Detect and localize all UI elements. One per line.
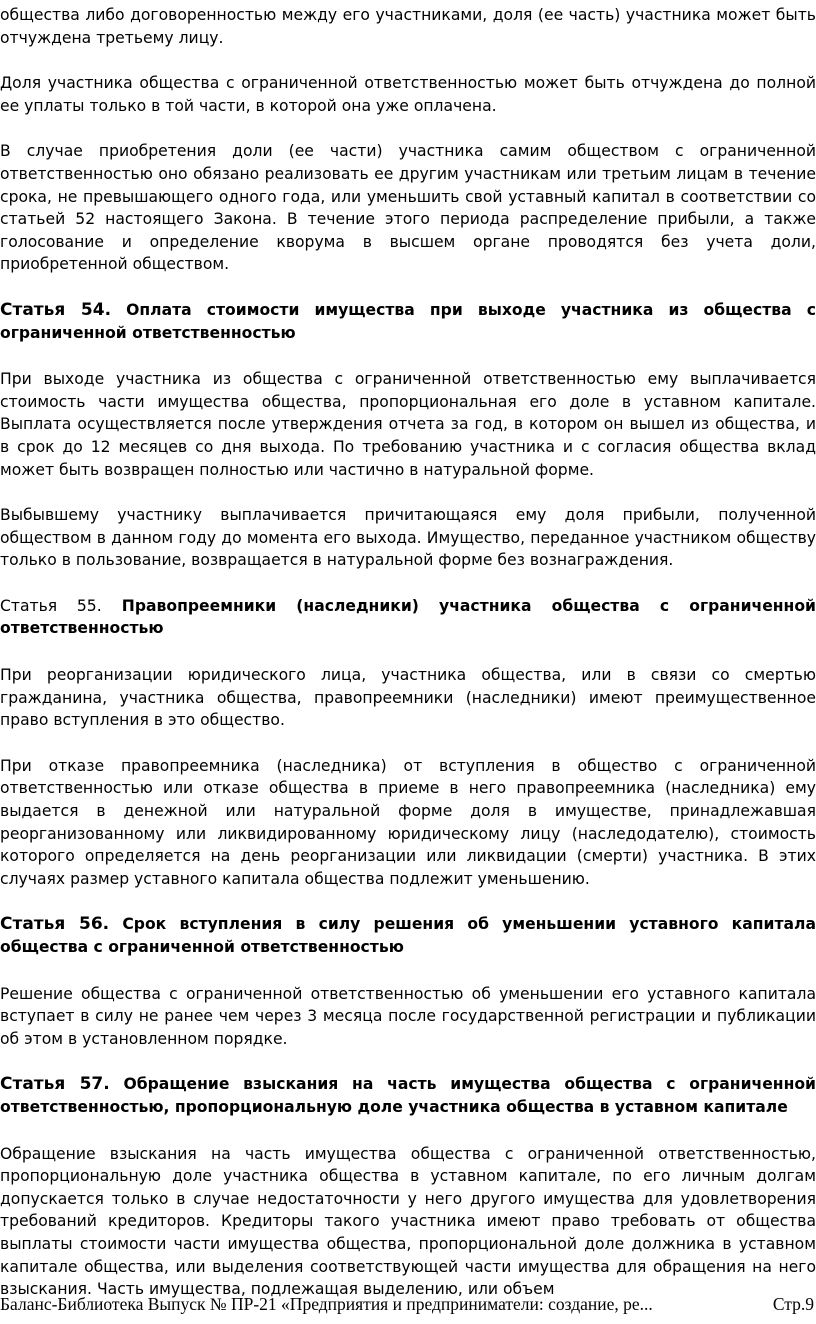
- paragraph: При реорганизации юридического лица, участника общества, или в связи со смертью гражданина, участника общества, правопреемники (наследники) имеют преимущественное право вступления в это общество.: [0, 666, 816, 730]
- paragraph: Обращение взыскания на часть имущества общества с ограниченной ответственностью, пропорциональную доле участника общества в уставном капитале, по его личным долгам допускается только в случае недостаточности у него другого имущества для удовлетворения требований кредиторов. Кредиторы такого участника имеют право требовать от общества выплаты стоимости части имущества общества, пропорциональной доле должника в уставном капитале общества, или выделения соответствующей части имущества для обращения на него взыскания. Часть имущества, подлежащая выделению, или объем: [0, 1144, 816, 1299]
- article-heading-57: [0, 1073, 816, 1118]
- paragraph: В случае приобретения доли (ее части) участника самим обществом с ограниченной ответственностью оно обязано реализовать ее другим участникам или третьим лицам в течение срока, не превышающего одного года, или уменьшить свой уставный капитал в соответствии со статьей 52 настоящего Закона. В течение этого периода распределение прибыли, а также голосование и определение кворума в высшем органе проводятся без учета доли, приобретенной обществом.: [0, 142, 816, 274]
- article-number: Статья 57.: [0, 1074, 110, 1095]
- article-number: Статья 55.: [0, 596, 102, 615]
- footer-source: Баланс-Библиотека Выпуск № ПР-21 «Предприятия и предприниматели: создание, ре...: [0, 1294, 653, 1314]
- article-heading-55: [0, 595, 816, 640]
- article-title: Срок вступления в силу решения об уменьшении уставного капитала общества с ограниченной ответственностью: [0, 915, 816, 956]
- paragraph: Решение общества с ограниченной ответственностью об уменьшении его уставного капитала вступает в силу не ранее чем через 3 месяца после государственной регистрации и публикации об этом в установленном порядке.: [0, 984, 816, 1048]
- paragraph: Выбывшему участнику выплачивается причитающаяся ему доля прибыли, полученной обществом в данном году до момента его выхода. Имущество, переданное участником обществу только в пользование, возвращается в натуральной форме без вознаграждения.: [0, 506, 816, 570]
- paragraph: общества либо договоренностью между его участниками, доля (ее часть) участника может быть отчуждена третьему лицу.: [0, 6, 816, 47]
- article-heading-56: [0, 913, 816, 958]
- article-title: Обращение взыскания на часть имущества общества с ограниченной ответственностью, пропорциональную доле участника общества в уставном капитале: [0, 1075, 816, 1116]
- paragraph: При выходе участника из общества с ограниченной ответственностью ему выплачивается стоимость части имущества общества, пропорциональная его доле в уставном капитале. Выплата осуществляется после утверждения отчета за год, в котором он вышел из общества, и в срок до 12 месяцев со дня выхода. По требованию участника и с согласия общества вклад может быть возвращен полностью или частично в натуральной форме.: [0, 370, 816, 479]
- paragraph: При отказе правопреемника (наследника) от вступления в общество с ограниченной ответственностью или отказе общества в приеме в него правопреемника (наследника) ему выдается в денежной или натуральной форме доля в имуществе, принадлежавшая реорганизованному или ликвидированному юридическому лицу (наследодателю), стоимость которого определяется на день реорганизации или ликвидации (смерти) участника. В этих случаях размер уставного капитала общества подлежит уменьшению.: [0, 756, 816, 888]
- article-heading-54: [0, 299, 816, 344]
- article-title: Оплата стоимости имущества при выходе участника из общества с ограниченной ответственностью: [0, 300, 816, 342]
- paragraph: Доля участника общества с ограниченной ответственностью может быть отчуждена до полной ее уплаты только в той части, в которой она уже оплачена.: [0, 74, 816, 115]
- article-title: Правопреемники (наследники) участника общества с ограниченной ответственностью: [0, 596, 816, 638]
- page-number: Стр.9: [772, 1294, 814, 1314]
- article-number: Статья 54.: [0, 299, 112, 320]
- article-number: Статья 56.: [0, 914, 110, 935]
